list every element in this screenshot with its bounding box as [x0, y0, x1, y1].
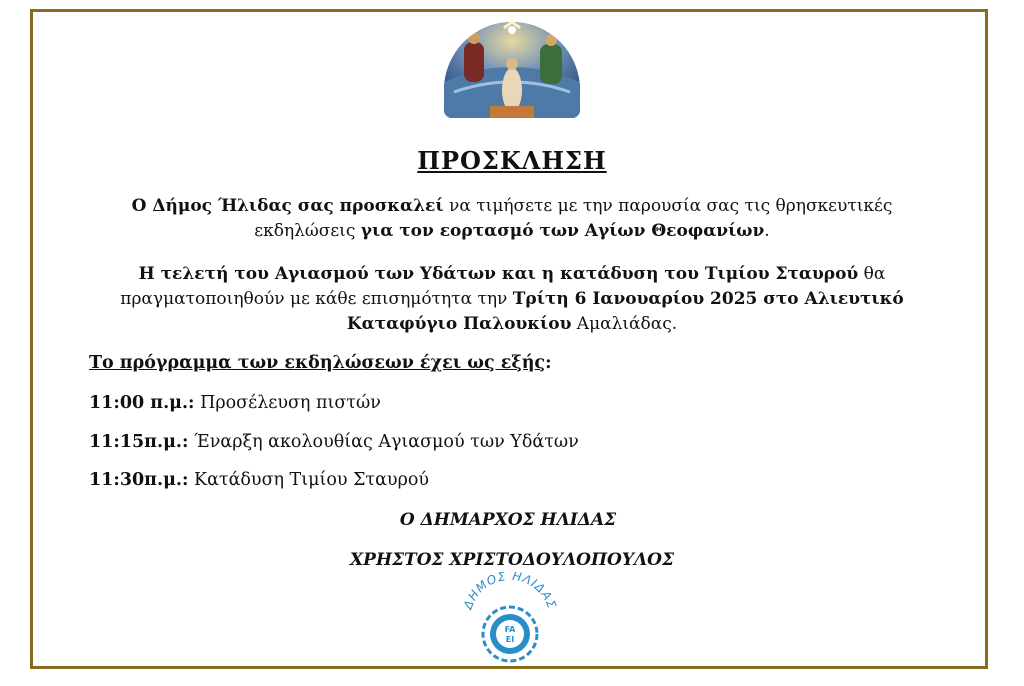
signature-title: Ο ΔΗΜΑΡΧΟΣ ΗΛΙΔΑΣ	[399, 510, 617, 530]
intro-bold-1: Ο Δήμος Ήλιδας σας προσκαλεί	[131, 196, 444, 216]
schedule-item	[89, 432, 579, 452]
ceremony-paragraph	[80, 262, 944, 337]
svg-text:EI: EI	[505, 635, 515, 644]
program-heading	[89, 353, 552, 373]
schedule-event: Κατάδυση Τιμίου Σταυρού	[188, 470, 430, 490]
ceremony-text-1: θα πραγματοποιηθούν με κάθε επισημότητα την	[120, 264, 886, 309]
municipality-logo	[460, 572, 560, 664]
schedule-event: Έναρξη ακολουθίας Αγιασμού των Υδάτων	[188, 432, 579, 452]
page-title: ΠΡΟΣΚΛΗΣΗ	[417, 146, 607, 175]
program-heading-colon: :	[545, 353, 552, 373]
schedule-event: Προσέλευση πιστών	[194, 393, 381, 413]
schedule-item	[89, 393, 381, 413]
program-heading-text: Το πρόγραμμα των εκδηλώσεων έχει ως εξής	[89, 353, 546, 373]
schedule-time: 11:15π.μ.:	[89, 432, 189, 452]
ceremony-text-2: Αμαλιάδας.	[571, 314, 678, 334]
schedule-time: 11:00 π.μ.:	[89, 393, 195, 413]
signature-name: ΧΡΗΣΤΟΣ ΧΡΙΣΤΟΔΟΥΛΟΠΟΥΛΟΣ	[349, 550, 674, 570]
intro-bold-2: για τον εορτασμό των Αγίων Θεοφανίων	[360, 221, 765, 241]
ceremony-bold-1: Η τελετή του Αγιασμού των Υδάτων και η κατάδυση του Τιμίου Σταυρού	[138, 264, 859, 284]
intro-text-2: .	[764, 221, 770, 241]
svg-text:ΔΗΜΟΣ ΗΛΙΔΑΣ: ΔΗΜΟΣ ΗΛΙΔΑΣ	[460, 572, 560, 612]
schedule-item	[89, 470, 429, 490]
intro-paragraph	[80, 194, 944, 244]
ceremony-bold-2: Τρίτη 6 Ιανουαρίου 2025 στο Αλιευτικό Καταφύγιο Παλουκίου	[346, 289, 904, 334]
svg-text:FA: FA	[504, 625, 516, 634]
schedule-time: 11:30π.μ.:	[89, 470, 189, 490]
intro-text-1: να τιμήσετε με την παρουσία σας τις θρησκευτικές εκδηλώσεις	[254, 196, 893, 241]
